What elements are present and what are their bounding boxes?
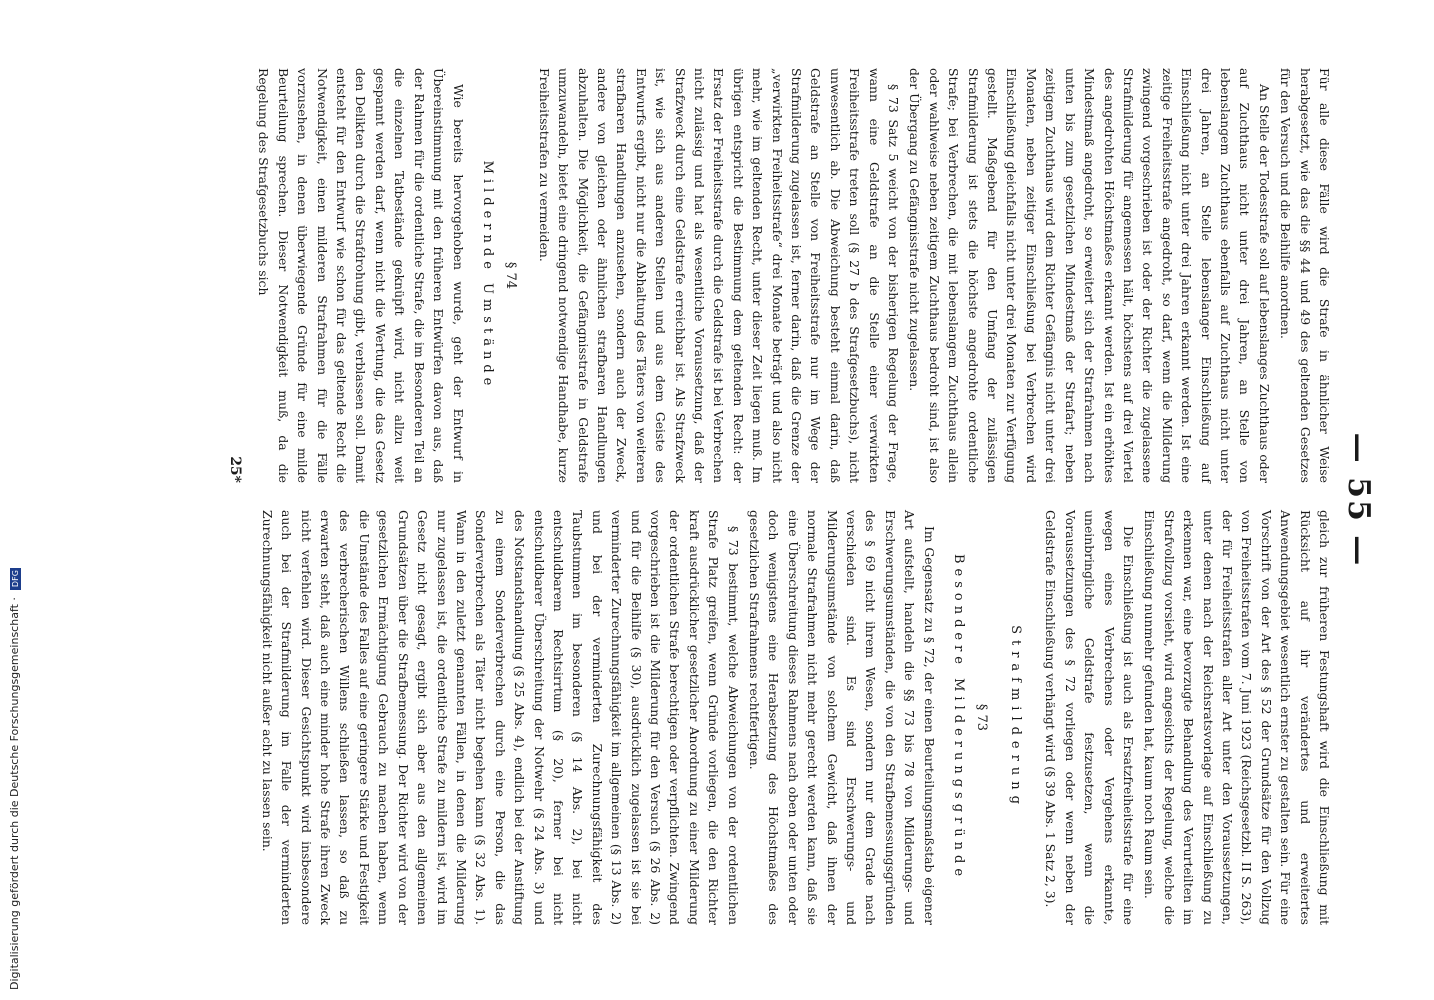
section-title: Mildernde Umstände xyxy=(479,160,495,391)
paragraph: Im Gegensatz zu § 72, der einen Beurteilungsmaßstab eigener Art aufstellt, handeln die §§ 73 bis 78 von Milderungs- und Erschwerungsumständen, die von den Strafbemessungsgründen des § 69 nicht ihrem Wesen, sondern nur dem Grade nach verschieden sind. Es sind Erschwerungs- und Milderungsumstände von solchem Gewicht, daß ihnen der normale Strafrahmen nicht mehr gerecht werden kann, daß sie eine Überschreitung dieses Rahmens nach oben oder unten oder doch wenigstens eine Herabsetzung des Höchstmaßes des gesetzlichen Strafrahmens rechtfertigen. xyxy=(747,510,937,925)
sheet-signature: 25* xyxy=(227,456,244,483)
paragraph: An Stelle der Todesstrafe soll auf lebenslanges Zuchthaus oder auf Zuchthaus nicht unter drei Jahren, an Stelle von lebenslangem Zuchthaus ebenfalls auf Zuchthaus nicht unter drei Jahren, an Stelle lebenslanger Einschließung auf Einschließung nicht unter drei Jahren erkannt werden. Ist eine zeitige Freiheitsstrafe angedroht, so darf, wenn die Milderung zwingend vorgeschrieben ist oder der Richter die zugelassene Strafmilderung für angemessen hält, höchstens auf drei Viertel des angedrohten Höchstmaßes erkannt werden. Ist ein erhöhtes Mindestmaß angedroht, so erweitert sich der Strafrahmen nach unten bis zum gesetzlichen Mindestmaß der Strafart; neben zeitigem Zuchthaus wird dem Richter Gefängnis nicht unter drei Monaten, neben zeitiger Einschließung bei Verbrechen wird Einschließung gleichfalls nicht unter drei Monaten zur Verfügung gestellt. Maßgebend für den Umfang der zulässigen Strafmilderung ist stets die höchste angedrohte ordentliche Strafe; bei Verbrechen, die mit lebenslangem Zuchthaus allein oder wahlweise neben zeitigem Zuchthaus bedroht sind, ist also der Übergang zu Gefängnisstrafe nicht zugelassen. xyxy=(907,68,1272,483)
section-title: Besondere Milderungsgründe xyxy=(951,553,967,882)
paragraph: Die Einschließung ist auch als Ersatzfreiheitsstrafe für eine wegen eines Verbrechens oder Vergehens erkannte, uneinbringliche Geldstrafe festzusetzen, wenn die Voraussetzungen des § 72 vorliegen oder wenn neben der Geldstrafe Einschließung verhängt wird (§ 39 Abs. 1 Satz 2, 3). xyxy=(1043,510,1136,925)
paragraph: gleich zur früheren Festungshaft wird die Einschließung mit Rücksicht auf ihr verändertes und erweitertes Anwendungsgebiet wesentlich ernster zu gestalten sein. Für eine Vorschrift von der Art des § 52 der Grundsätze für den Vollzug von Freiheitsstrafen vom 7. Juni 1923 (Reichsgesetzbl. II S. 263), der für Freiheitsstrafen aller Art unter den Voraussetzungen, unter denen nach der Reichsratsvorlage auf Einschließung zu erkennen war, eine bevorzugte Behandlung des Verurteilten im Strafvollzug vorsieht, wird angesichts der Regelung, welche die Einschließung nunmehr gefunden hat, kaum noch Raum sein. xyxy=(1142,510,1332,925)
paragraph: § 73 Satz 5 weicht von der bisherigen Regelung der Frage, wann eine Geldstrafe an die Stelle einer verwirkten Freiheitsstrafe treten soll (§ 27 b des Strafgesetzbuchs), nicht unwesentlich ab. Die Abweichung besteht einmal darin, daß Geldstrafe an Stelle von Freiheitsstrafe nur im Wege der Strafmilderung zugelassen ist, ferner darin, daß die Grenze der „verwirkten Freiheitsstrafe“ drei Monate beträgt und also nicht mehr, wie im geltenden Recht, unter dieser Zeit liegen muß. Im übrigen entspricht die Bestimmung dem geltenden Recht: der Ersatz der Freiheitsstrafe durch die Geldstrafe ist bei Verbrechen nicht zulässig und hat als wesentliche Voraussetzung, daß der Strafzweck durch eine Geldstrafe erreichbar ist. Als Strafzweck ist, wie sich aus anderen Stellen und aus dem Geiste des Entwurfs ergibt, nicht nur die Abhaltung des Täters von weiteren strafbaren Handlungen anzusehen, sondern auch der Zweck, andere von gleichen oder ähnlichen strafbaren Handlungen abzuhalten. Die Möglichkeit, die Gefängnisstrafe in Geldstrafe umzuwandeln, bietet eine dringend notwendige Handhabe, kurze Freiheitsstrafen zu vermeiden. xyxy=(536,68,902,483)
chapter-heading: Strafmilderung xyxy=(1007,625,1023,810)
text-column-left xyxy=(225,68,1334,483)
paragraph: Wie bereits hervorgehoben wurde, geht der Entwurf in Übereinstimmung mit den früheren Entwürfen davon aus, daß der Rahmen für die ordentliche Strafe, die im Besonderen Teil an die einzelnen Tatbestände geknüpft wird, nicht allzu weit gespannt werden darf, wenn nicht die Wertung, die das Gesetz den Delikten durch die Strafdrohung gibt, verblassen soll. Damit entsteht für den Entwurf wie schon für das geltende Recht die Notwendigkeit, einen milderen Strafrahmen für die Fälle vorzusehen, in denen überwiegende Gründe für eine milde Beurteilung sprechen. Dieser Notwendigkeit muß, da die Regelung des Strafgesetzbuchs sich xyxy=(256,68,466,483)
section-number: § 74 xyxy=(503,261,519,290)
page-number: — 55 — xyxy=(1341,432,1376,568)
text-column-right xyxy=(255,510,1334,925)
section-number: § 73 xyxy=(974,703,990,732)
digitization-note-text: Digitalisierung gefördert durch die Deutsche Forschungsgemeinschaft · xyxy=(8,597,21,990)
paragraph: Für alle diese Fälle wird die Strafe in ähnlicher Weise herabgesetzt, wie das die §§ 44 und 49 des geltenden Gesetzes für den Versuch und die Beihilfe anordnen. xyxy=(1278,68,1332,483)
dfg-logo-icon: DFG xyxy=(10,568,21,590)
digitization-note xyxy=(8,20,22,990)
paragraph: § 73 bestimmt, welche Abweichungen von der ordentlichen Strafe Platz greifen, wenn Gründe vorliegen, die den Richter kraft ausdrücklicher gesetzlicher Anordnung zu einer Milderung der ordentlichen Strafe berechtigen oder verpflichten. Zwingend vorgeschrieben ist die Milderung für den Versuch (§ 26 Abs. 2) und für die Beihilfe (§ 30), ausdrücklich zugelassen ist sie bei verminderter Zurechnungsfähigkeit im allgemeinen (§ 13 Abs. 2) und bei der verminderten Zurechnungsfähigkeit des Taubstummen im besonderen (§ 14 Abs. 2), bei nicht entschuldbarem Rechtsirrtum (§ 20), ferner bei nicht entschuldbarer Überschreitung der Notwehr (§ 24 Abs. 3) und des Notstandshandlung (§ 25 Abs. 4), endlich bei der Anstiftung zu einem Sonderverbrechen durch eine Person, die das Sonderverbrechen als Täter nicht begehen kann (§ 32 Abs. 1). Wann in den zuletzt genannten Fällen, in denen die Milderung nur zugelassen ist, die ordentliche Strafe zu mildern ist, wird im Gesetz nicht gesagt, ergibt sich aber aus den allgemeinen Grundsätzen über die Strafbemessung. Der Richter wird von der gesetzlichen Ermächtigung Gebrauch zu machen haben, wenn die Umstände des Falles auf eine geringere Stärke und Festigkeit des verbrecherischen Willens schließen lassen, so daß zu erwarten steht, daß auch eine minder hohe Strafe ihren Zweck nicht verfehlen wird. Dieser Gesichtspunkt wird insbesondere auch bei der Strafmilderung im Falle der verminderten Zurechnungsfähigkeit nicht außer acht zu lassen sein. xyxy=(259,510,741,925)
